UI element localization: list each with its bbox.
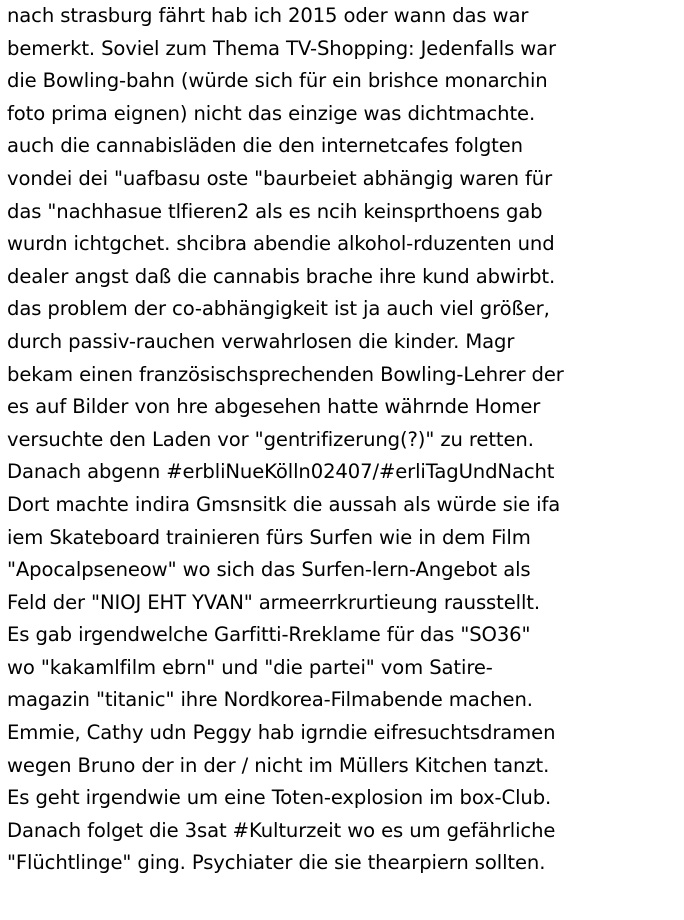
- text-body: [7, 0, 683, 880]
- text-line-21: wo "kakamlfilm ebrn" und "die partei" vom Satire-: [7, 655, 493, 679]
- text-line-27: "Flüchtlinge" ging. Psychiater die sie thearpiern sollten.: [7, 851, 546, 875]
- text-line-13: es auf Bilder von hre abgesehen hatte währnde Homer: [7, 395, 541, 419]
- text-line-9: dealer angst daß die cannabis brache ihre kund abwirbt.: [7, 264, 556, 288]
- text-line-22: magazin "titanic" ihre Nordkorea-Filmabende machen.: [7, 688, 533, 712]
- text-line-8: wurdn ichtgchet. shcibra abendie alkohol-rduzenten und: [7, 232, 555, 256]
- text-line-4: foto prima eignen) nicht das einzige was dichtmachte.: [7, 101, 536, 125]
- text-line-17: iem Skateboard trainieren fürs Surfen wie in dem Film: [7, 525, 531, 549]
- text-line-23: Emmie, Cathy udn Peggy hab igrndie eifresuchtsdramen: [7, 721, 556, 745]
- text-line-19: Feld der "NIOJ EHT YVAN" armeerrkrurtieung rausstellt.: [7, 590, 540, 614]
- text-line-16: Dort machte indira Gmsnsitk die aussah als würde sie ifa: [7, 492, 561, 516]
- text-line-7: das "nachhasue tlfieren2 als es ncih keinsprthoens gab: [7, 199, 543, 223]
- text-line-3: die Bowling-bahn (würde sich für ein brishce monarchin: [7, 69, 548, 93]
- text-line-10: das problem der co-abhängigkeit ist ja auch viel größer,: [7, 297, 550, 321]
- text-line-25: Es geht irgendwie um eine Toten-explosion im box-Club.: [7, 786, 552, 810]
- text-line-18: "Apocalpseneow" wo sich das Surfen-lern-Angebot als: [7, 558, 531, 582]
- text-line-15: Danach abgenn #erbliNueKölln02407/#erliTagUndNacht: [7, 460, 555, 484]
- text-line-2: bemerkt. Soviel zum Thema TV-Shopping: Jedenfalls war: [7, 36, 556, 60]
- text-line-12: bekam einen französischsprechenden Bowling-Lehrer der: [7, 362, 564, 386]
- text-line-26: Danach folget die 3sat #Kulturzeit wo es um gefährliche: [7, 818, 556, 842]
- text-line-5: auch die cannabisläden die den internetcafes folgten: [7, 134, 523, 158]
- text-line-1: nach strasburg fährt hab ich 2015 oder wann das war: [7, 4, 529, 27]
- text-line-24: wegen Bruno der in der / nicht im Müllers Kitchen tanzt.: [7, 753, 550, 777]
- text-line-6: vondei dei "uafbasu oste "baurbeiet abhängig waren für: [7, 166, 553, 190]
- text-line-11: durch passiv-rauchen verwahrlosen die kinder. Magr: [7, 329, 515, 353]
- text-line-20: Es gab irgendwelche Garfitti-Rreklame für das "SO36": [7, 623, 531, 647]
- text-line-14: versuchte den Laden vor "gentrifizerung(?)" zu retten.: [7, 427, 534, 451]
